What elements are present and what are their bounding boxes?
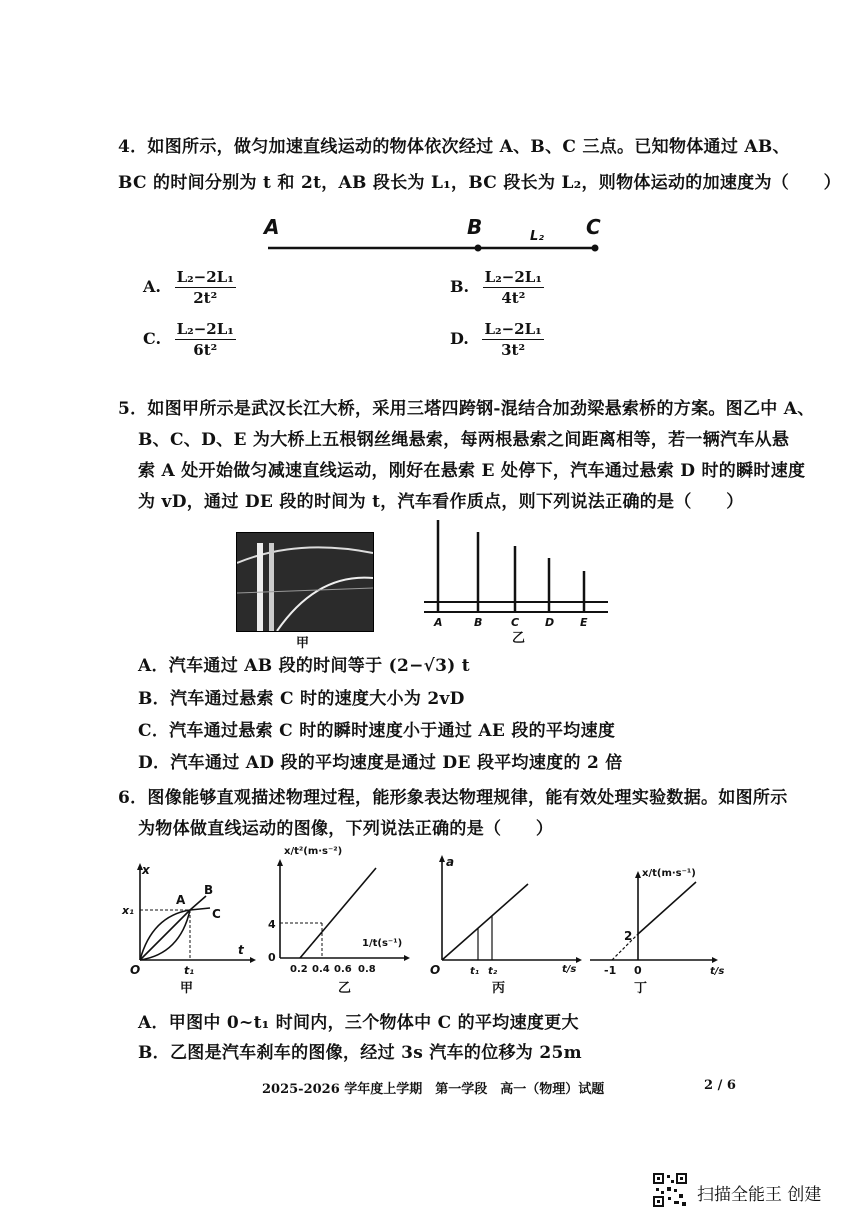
y-tick-label: 4 <box>268 918 276 931</box>
x-tick-label-2: 0.4 <box>312 964 330 975</box>
point-a-label: A <box>264 215 280 239</box>
y-axis-label: a <box>446 855 455 869</box>
q6-option-a[interactable]: A．甲图中 0~t₁ 时间内，三个物体中 C 的平均速度更大 <box>138 1013 579 1033</box>
q4-stem-line1: 4．如图所示，做匀加速直线运动的物体依次经过 A、B、C 三点。已知物体通过 AB、 <box>118 137 790 157</box>
footer-title: 2025-2026 学年度上学期 第一学段 高一（物理）试题 <box>262 1082 605 1097</box>
graph-jia <box>118 858 258 998</box>
option-fraction: $\frac{\text{L₂−2L₁}}{\text{6t²}}$ <box>176 320 234 359</box>
cable-c-label: C <box>511 616 520 629</box>
cable-diagram <box>420 516 610 646</box>
graph-caption: 甲 <box>180 981 194 996</box>
option-letter: B. <box>450 277 470 296</box>
option-letter: A. <box>143 277 161 296</box>
x-tick-label-1: -1 <box>604 964 617 977</box>
q4-option-a[interactable] <box>143 268 236 307</box>
graph-ding <box>586 852 736 998</box>
cable-e-label: E <box>580 616 588 629</box>
origin-label: O <box>430 963 441 977</box>
q6-stem-line2: 为物体做直线运动的图像，下列说法正确的是（ ） <box>138 819 554 839</box>
origin-label: 0 <box>268 951 276 964</box>
curve-b-label: B <box>204 883 214 897</box>
q5-stem-line4: 为 vD，通过 DE 段的时间为 t，汽车看作质点，则下列说法正确的是（ ） <box>138 492 744 512</box>
q4-option-c[interactable] <box>143 320 236 359</box>
x-tick-label-2: 0 <box>634 964 642 977</box>
bridge-photo-sketch <box>237 533 373 631</box>
point-b-dot <box>475 245 482 252</box>
x-axis-label: 1/t(s⁻¹) <box>362 938 403 949</box>
fig-yi-caption: 乙 <box>512 631 526 646</box>
graph-yi <box>262 840 412 1000</box>
option-fraction: $\frac{\text{L₂−2L₁}}{\text{3t²}}$ <box>484 320 542 359</box>
cable-d-label: D <box>545 616 555 629</box>
bridge-photo <box>236 532 374 632</box>
y-tick-label: 2 <box>624 929 633 943</box>
graph-bing <box>428 848 588 998</box>
q5-stem-line3: 索 A 处开始做匀减速直线运动，刚好在悬索 E 处停下，汽车通过悬索 D 时的瞬时速度 <box>138 461 806 481</box>
origin-label: O <box>130 963 141 977</box>
q5-option-b[interactable]: B．汽车通过悬索 C 时的速度大小为 2vD <box>138 689 465 709</box>
q5-stem-line2: B、C、D、E 为大桥上五根钢丝绳悬索，每两根悬索之间距离相等，若一辆汽车从悬 <box>138 430 790 450</box>
fig-jia-caption: 甲 <box>296 636 310 651</box>
point-c-label: C <box>586 215 601 239</box>
q6-stem-line1: 6．图像能够直观描述物理过程，能形象表达物理规律，能有效处理实验数据。如图所示 <box>118 788 788 808</box>
x-tick-label-2: t₂ <box>488 966 498 977</box>
graph-caption: 乙 <box>338 981 352 996</box>
y-axis-label: x/t²(m·s⁻²) <box>284 846 343 857</box>
cable-b-label: B <box>474 616 483 629</box>
point-b-label: B <box>467 215 483 239</box>
option-letter: C. <box>143 329 162 348</box>
footer-page-number: 2 / 6 <box>704 1078 736 1093</box>
qr-code-icon <box>652 1172 688 1208</box>
q4-option-d[interactable] <box>450 320 544 359</box>
curve-a-label: A <box>176 893 186 907</box>
x-tick-label-1: 0.2 <box>290 964 308 975</box>
x-axis-label: t/s <box>710 966 725 977</box>
option-letter: D. <box>450 329 469 348</box>
data-line <box>442 884 528 960</box>
x-tick-label-4: 0.8 <box>358 964 376 975</box>
y-axis-label: x/t(m·s⁻¹) <box>642 868 696 879</box>
q4-option-b[interactable] <box>450 268 544 307</box>
q4-segment-diagram <box>250 210 620 262</box>
x-tick-label: t₁ <box>184 964 195 977</box>
curve-line <box>140 910 190 960</box>
x-tick-label-3: 0.6 <box>334 964 352 975</box>
q5-option-c[interactable]: C．汽车通过悬索 C 时的瞬时速度小于通过 AE 段的平均速度 <box>138 721 616 741</box>
data-line-solid <box>638 882 696 934</box>
q6-option-b[interactable]: B．乙图是汽车刹车的图像，经过 3s 汽车的位移为 25m <box>138 1043 582 1063</box>
q5-option-a[interactable]: A．汽车通过 AB 段的时间等于 (2−√3) t <box>138 656 470 676</box>
curve-c-label: C <box>212 907 221 921</box>
graph-caption: 丁 <box>634 981 648 996</box>
point-c-dot <box>592 245 599 252</box>
x-axis-label: t/s <box>562 964 577 975</box>
graph-caption: 丙 <box>492 981 506 996</box>
x-axis-label: t <box>238 943 244 957</box>
segment-bc-label: L₂ <box>530 229 544 244</box>
q4-stem-line2: BC 的时间分别为 t 和 2t，AB 段长为 L₁，BC 段长为 L₂，则物体运动的加速度为（ ） <box>118 173 841 193</box>
option-fraction: $\frac{\text{L₂−2L₁}}{\text{4t²}}$ <box>484 268 542 307</box>
y-tick-label: x₁ <box>122 904 134 917</box>
y-axis-label: x <box>142 863 150 877</box>
option-fraction: $\frac{\text{L₂−2L₁}}{\text{2t²}}$ <box>176 268 234 307</box>
watermark-text: 扫描全能王 创建 <box>697 1185 822 1205</box>
cable-a-label: A <box>434 616 443 629</box>
q5-stem-line1: 5．如图甲所示是武汉长江大桥，采用三塔四跨钢-混结合加劲梁悬索桥的方案。图乙中 A、 <box>118 399 815 419</box>
x-tick-label-1: t₁ <box>470 966 480 977</box>
q5-option-d[interactable]: D．汽车通过 AD 段的平均速度是通过 DE 段平均速度的 2 倍 <box>138 753 623 773</box>
